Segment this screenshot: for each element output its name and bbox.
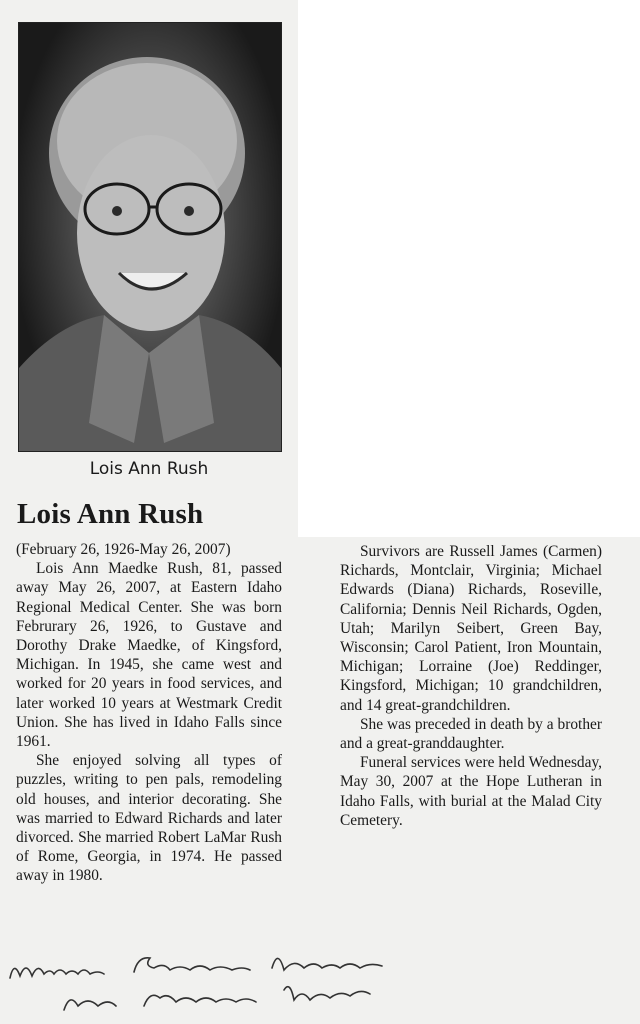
handwritten-note xyxy=(4,940,404,1020)
obituary-headline: Lois Ann Rush xyxy=(17,498,204,530)
interests-paragraph: She enjoyed solving all types of puzzles, writing to pen pals, remodeling old houses, and interior decorating. She was married to Edward Richards and later divorced. She married Robert LaMar Rush of Rome, Georgia, in 1974. He passed away in 1980. xyxy=(16,752,282,885)
obituary-left-column xyxy=(16,540,282,886)
portrait-photo xyxy=(18,22,282,452)
photo-caption: Lois Ann Rush xyxy=(89,459,209,479)
funeral-paragraph: Funeral services were held Wednesday, May 30, 2007 at the Hope Lutheran in Idaho Falls, with burial at the Malad City Cemetery. xyxy=(340,754,602,829)
survivors-paragraph: Survivors are Russell James (Carmen) Richards, Montclair, Virginia; Michael Edwards (Diana) Richards, Roseville, California; Dennis Neil Richards, Ogden, Utah; Marilyn Seibert, Green Bay, Wisconsin; Carol Patient, Iron Mountain, Michigan; Lorraine (Joe) Reddinger, Kingsford, Michigan; 10 grandchildren, and 14 great-grandchildren. xyxy=(340,543,602,714)
obituary-right-column xyxy=(340,542,602,830)
life-dates: (February 26, 1926-May 26, 2007) xyxy=(16,541,231,558)
preceded-paragraph: She was preceded in death by a brother and a great-granddaughter. xyxy=(340,715,602,753)
biography-paragraph: Lois Ann Maedke Rush, 81, passed away May 26, 2007, at Eastern Idaho Regional Medical Center. She was born Februrary 26, 1926, to Gustave and Dorothy Drake Maedke, of Kingsford, Michigan. In 1945, she came west and worked for 20 years in food services, and later worked 10 years at Westmark Credit Union. She has lived in Idaho Falls since 1961. xyxy=(16,560,282,751)
